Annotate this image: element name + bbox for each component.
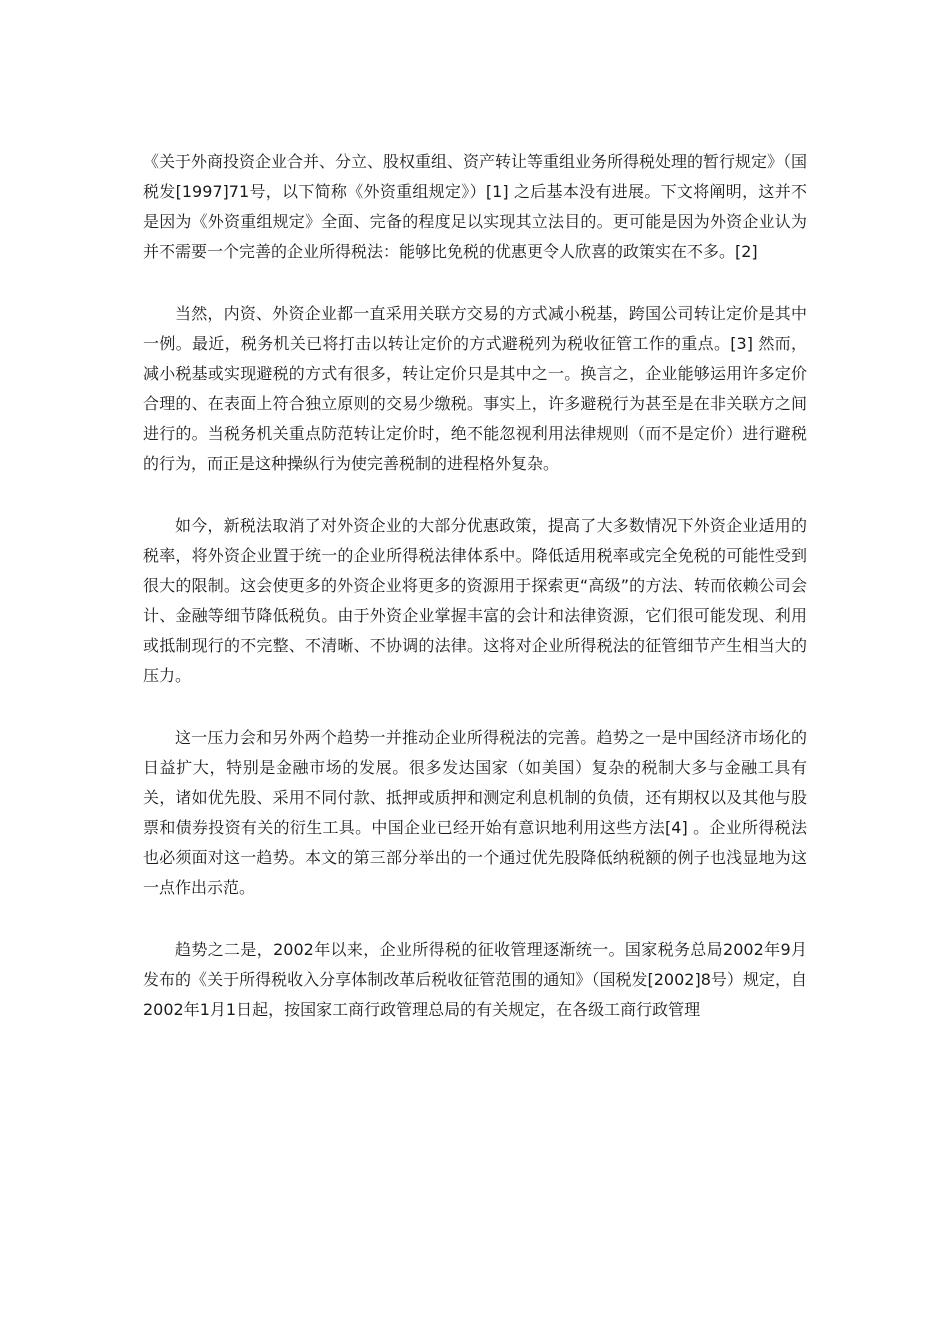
paragraph-4: 这一压力会和另外两个趋势一并推动企业所得税法的完善。趋势之一是中国经济市场化的日益扩大，特别是金融市场的发展。很多发达国家（如美国）复杂的税制大多与金融工具有关，诸如优先股、采用不同付款、抵押或质押和测定利息机制的负债，还有期权以及其他与股票和债券投资有关的衍生工具。中国企业已经开始有意识地利用这些方法[4] 。企业所得税法也必须面对这一趋势。本文的第三部分举出的一个通过优先股降低纳税额的例子也浅显地为这一点作出示范。 xyxy=(143,728,807,897)
paragraph-3: 如今，新税法取消了对外资企业的大部分优惠政策，提高了大多数情况下外资企业适用的税率，将外资企业置于统一的企业所得税法律体系中。降低适用税率或完全免税的可能性受到很大的限制。这会使更多的外资企业将更多的资源用于探索更“高级”的方法、转而依赖公司会计、金融等细节降低税负。由于外资企业掌握丰富的会计和法律资源，它们很可能发现、利用或抵制现行的不完整、不清晰、不协调的法律。这将对企业所得税法的征管细节产生相当大的压力。 xyxy=(143,516,807,685)
document-page xyxy=(143,147,807,1057)
paragraph-1: 《关于外商投资企业合并、分立、股权重组、资产转让等重组业务所得税处理的暂行规定》（国税发[1997]71号，以下简称《外资重组规定》）[1] 之后基本没有进展。下文将阐明，这并不是因为《外资重组规定》全面、完备的程度足以实现其立法目的。更可能是因为外资企业认为并不需要一个完善的企业所得税法：能够比免税的优惠更令人欣喜的政策实在不多。[2] xyxy=(143,152,808,261)
paragraph-5: 趋势之二是，2002年以来，企业所得税的征收管理逐渐统一。国家税务总局2002年9月发布的《关于所得税收入分享体制改革后税收征管范围的通知》（国税发[2002]8号）规定，自2002年1月1日起，按国家工商行政管理总局的有关规定，在各级工商行政管理 xyxy=(143,940,807,1019)
paragraph-2: 当然，内资、外资企业都一直采用关联方交易的方式减小税基，跨国公司转让定价是其中一例。最近，税务机关已将打击以转让定价的方式避税列为税收征管工作的重点。[3] 然而，减小税基或实现避税的方式有很多，转让定价只是其中之一。换言之，企业能够运用许多定价合理的、在表面上符合独立原则的交易少缴税。事实上，许多避税行为甚至是在非关联方之间进行的。当税务机关重点防范转让定价时，绝不能忽视利用法律规则（而不是定价）进行避税的行为，而正是这种操纵行为使完善税制的进程格外复杂。 xyxy=(143,304,807,473)
